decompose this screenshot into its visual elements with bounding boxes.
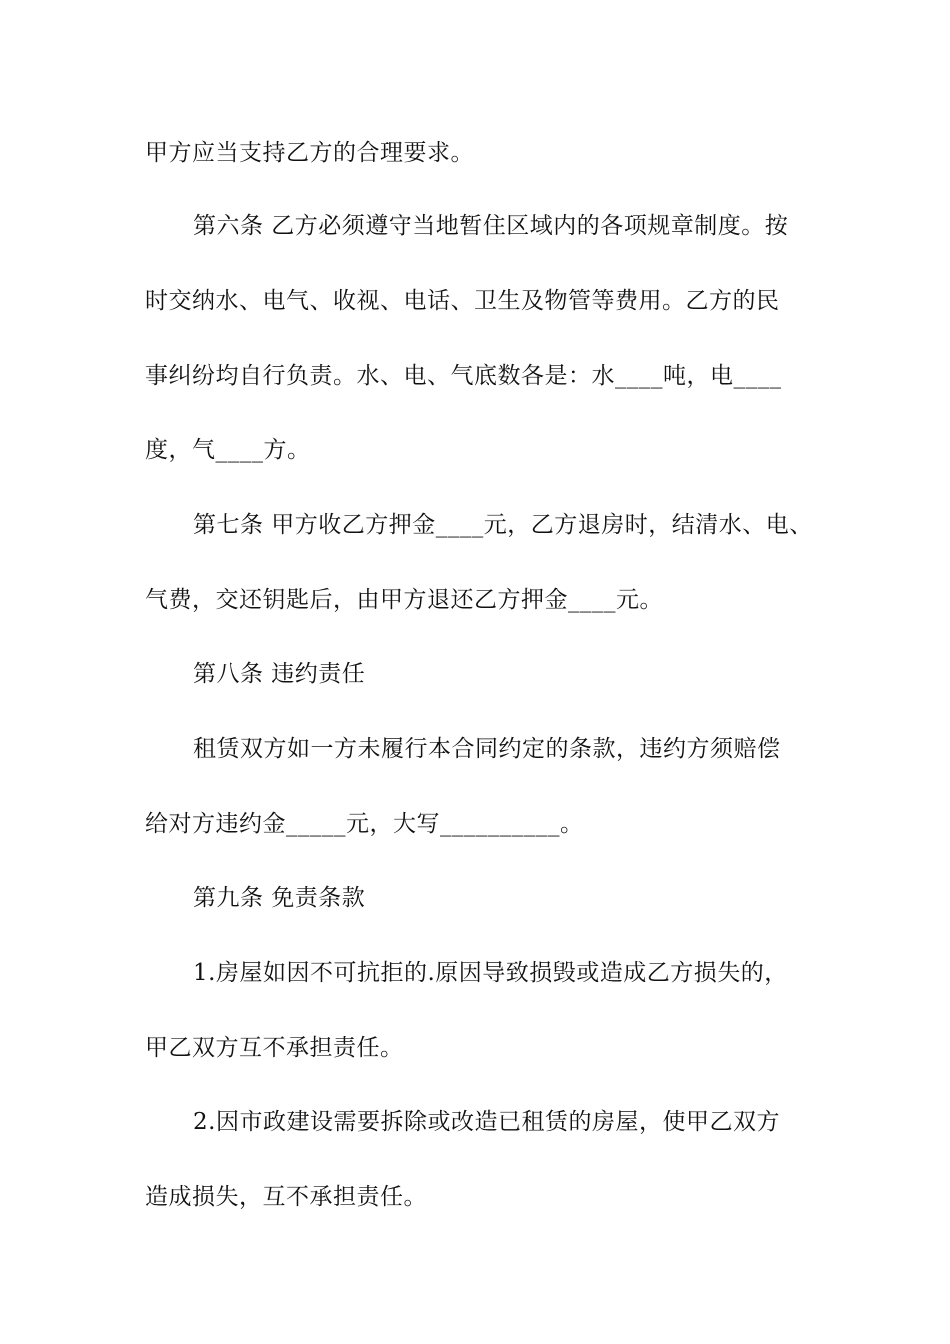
article-6-line-3: 事纠纷均自行负责。水、电、气底数各是：水____吨，电____ bbox=[145, 363, 782, 389]
article-8-heading: 第八条 违约责任 bbox=[193, 661, 366, 687]
text-line-continuation-1: 甲方应当支持乙方的合理要求。 bbox=[145, 140, 474, 166]
article-7-line-1: 第七条 甲方收乙方押金____元，乙方退房时，结清水、电、 bbox=[193, 512, 813, 538]
article-9-item-1-line-1: 1.房屋如因不可抗拒的.原因导致损毁或造成乙方损失的， bbox=[193, 960, 788, 986]
article-9-item-1-line-2: 甲乙双方互不承担责任。 bbox=[145, 1035, 404, 1061]
article-7-line-2: 气费，交还钥匙后，由甲方退还乙方押金____元。 bbox=[145, 587, 663, 613]
article-6-line-1: 第六条 乙方必须遵守当地暂住区域内的各项规章制度。按 bbox=[193, 213, 789, 239]
article-9-heading: 第九条 免责条款 bbox=[193, 885, 366, 911]
article-6-line-4: 度，气____方。 bbox=[145, 437, 311, 463]
article-9-item-2-line-2: 造成损失，互不承担责任。 bbox=[145, 1184, 427, 1210]
article-8-line-2: 给对方违约金_____元，大写__________。 bbox=[145, 811, 584, 837]
article-8-line-1: 租赁双方如一方未履行本合同约定的条款，违约方须赔偿 bbox=[193, 736, 781, 762]
article-9-item-2-line-1: 2.因市政建设需要拆除或改造已租赁的房屋，使甲乙双方 bbox=[193, 1109, 780, 1135]
article-6-line-2: 时交纳水、电气、收视、电话、卫生及物管等费用。乙方的民 bbox=[145, 288, 780, 314]
